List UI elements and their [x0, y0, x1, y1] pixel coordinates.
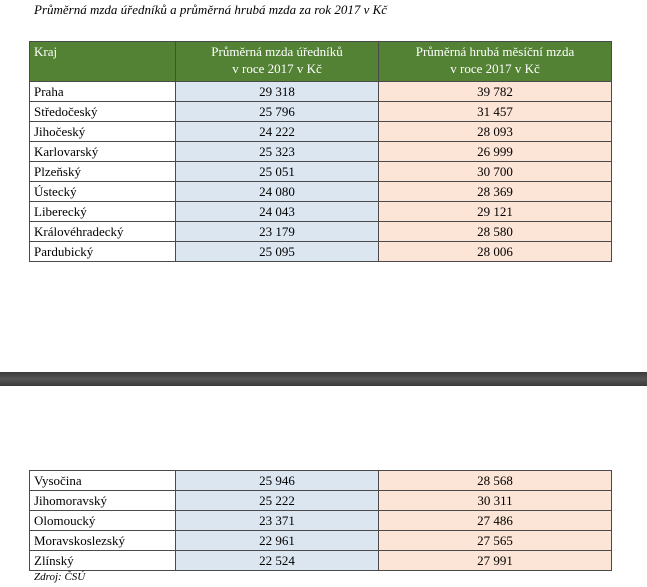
region-cell: Praha	[30, 82, 176, 102]
table-row	[30, 471, 612, 491]
gross-salary-cell: 28 006	[379, 242, 612, 262]
table-body-top	[30, 82, 612, 262]
region-cell: Pardubický	[30, 242, 176, 262]
officials-salary-cell: 29 318	[176, 82, 379, 102]
region-cell: Jihočeský	[30, 122, 176, 142]
region-cell: Jihomoravský	[30, 491, 176, 511]
salary-table-bottom	[29, 470, 612, 571]
page-break-separator	[0, 372, 647, 386]
region-cell: Plzeňský	[30, 162, 176, 182]
gross-salary-cell: 31 457	[379, 102, 612, 122]
officials-salary-cell: 22 961	[176, 531, 379, 551]
region-cell: Moravskoslezský	[30, 531, 176, 551]
table-row	[30, 142, 612, 162]
table-row	[30, 222, 612, 242]
gross-salary-cell: 29 121	[379, 202, 612, 222]
region-cell: Zlínský	[30, 551, 176, 571]
gross-salary-cell: 27 565	[379, 531, 612, 551]
table-row	[30, 242, 612, 262]
table-row	[30, 202, 612, 222]
table-body-bottom	[30, 471, 612, 571]
table-caption: Průměrná mzda úředníků a průměrná hrubá mzda za rok 2017 v Kč	[34, 2, 388, 17]
officials-column-header	[176, 42, 379, 82]
gross-salary-cell: 28 580	[379, 222, 612, 242]
gross-column-header	[379, 42, 612, 82]
officials-salary-cell: 25 323	[176, 142, 379, 162]
officials-salary-cell: 25 946	[176, 471, 379, 491]
salary-table-top	[29, 41, 612, 262]
table-row	[30, 182, 612, 202]
region-cell: Karlovarský	[30, 142, 176, 162]
officials-salary-cell: 25 095	[176, 242, 379, 262]
gross-salary-cell: 28 568	[379, 471, 612, 491]
region-column-header	[30, 42, 176, 82]
gross-salary-cell: 30 311	[379, 491, 612, 511]
table-row	[30, 162, 612, 182]
table-row	[30, 531, 612, 551]
table-row	[30, 511, 612, 531]
region-header-label: Kraj	[34, 44, 58, 59]
region-cell: Královéhradecký	[30, 222, 176, 242]
table-row	[30, 102, 612, 122]
table-row	[30, 491, 612, 511]
region-cell: Olomoucký	[30, 511, 176, 531]
gross-header-line1: Průměrná hrubá měsíční mzda	[415, 44, 575, 59]
source-note: Zdroj: ČSÚ	[34, 571, 86, 583]
officials-salary-cell: 25 051	[176, 162, 379, 182]
gross-salary-cell: 26 999	[379, 142, 612, 162]
table-header-row	[30, 42, 612, 82]
officials-salary-cell: 24 043	[176, 202, 379, 222]
region-cell: Ústecký	[30, 182, 176, 202]
region-cell: Středočeský	[30, 102, 176, 122]
table-row	[30, 122, 612, 142]
officials-salary-cell: 25 796	[176, 102, 379, 122]
gross-salary-cell: 27 486	[379, 511, 612, 531]
officials-salary-cell: 23 371	[176, 511, 379, 531]
officials-header-line1: Průměrná mzda úředníků	[211, 44, 343, 59]
officials-salary-cell: 25 222	[176, 491, 379, 511]
officials-salary-cell: 24 080	[176, 182, 379, 202]
gross-header-line2: v roce 2017 v Kč	[450, 61, 540, 76]
gross-salary-cell: 27 991	[379, 551, 612, 571]
table-row	[30, 551, 612, 571]
region-cell: Liberecký	[30, 202, 176, 222]
officials-header-line2: v roce 2017 v Kč	[232, 61, 322, 76]
region-cell: Vysočina	[30, 471, 176, 491]
table-row	[30, 82, 612, 102]
gross-salary-cell: 30 700	[379, 162, 612, 182]
gross-salary-cell: 28 369	[379, 182, 612, 202]
officials-salary-cell: 22 524	[176, 551, 379, 571]
officials-salary-cell: 24 222	[176, 122, 379, 142]
gross-salary-cell: 39 782	[379, 82, 612, 102]
officials-salary-cell: 23 179	[176, 222, 379, 242]
gross-salary-cell: 28 093	[379, 122, 612, 142]
